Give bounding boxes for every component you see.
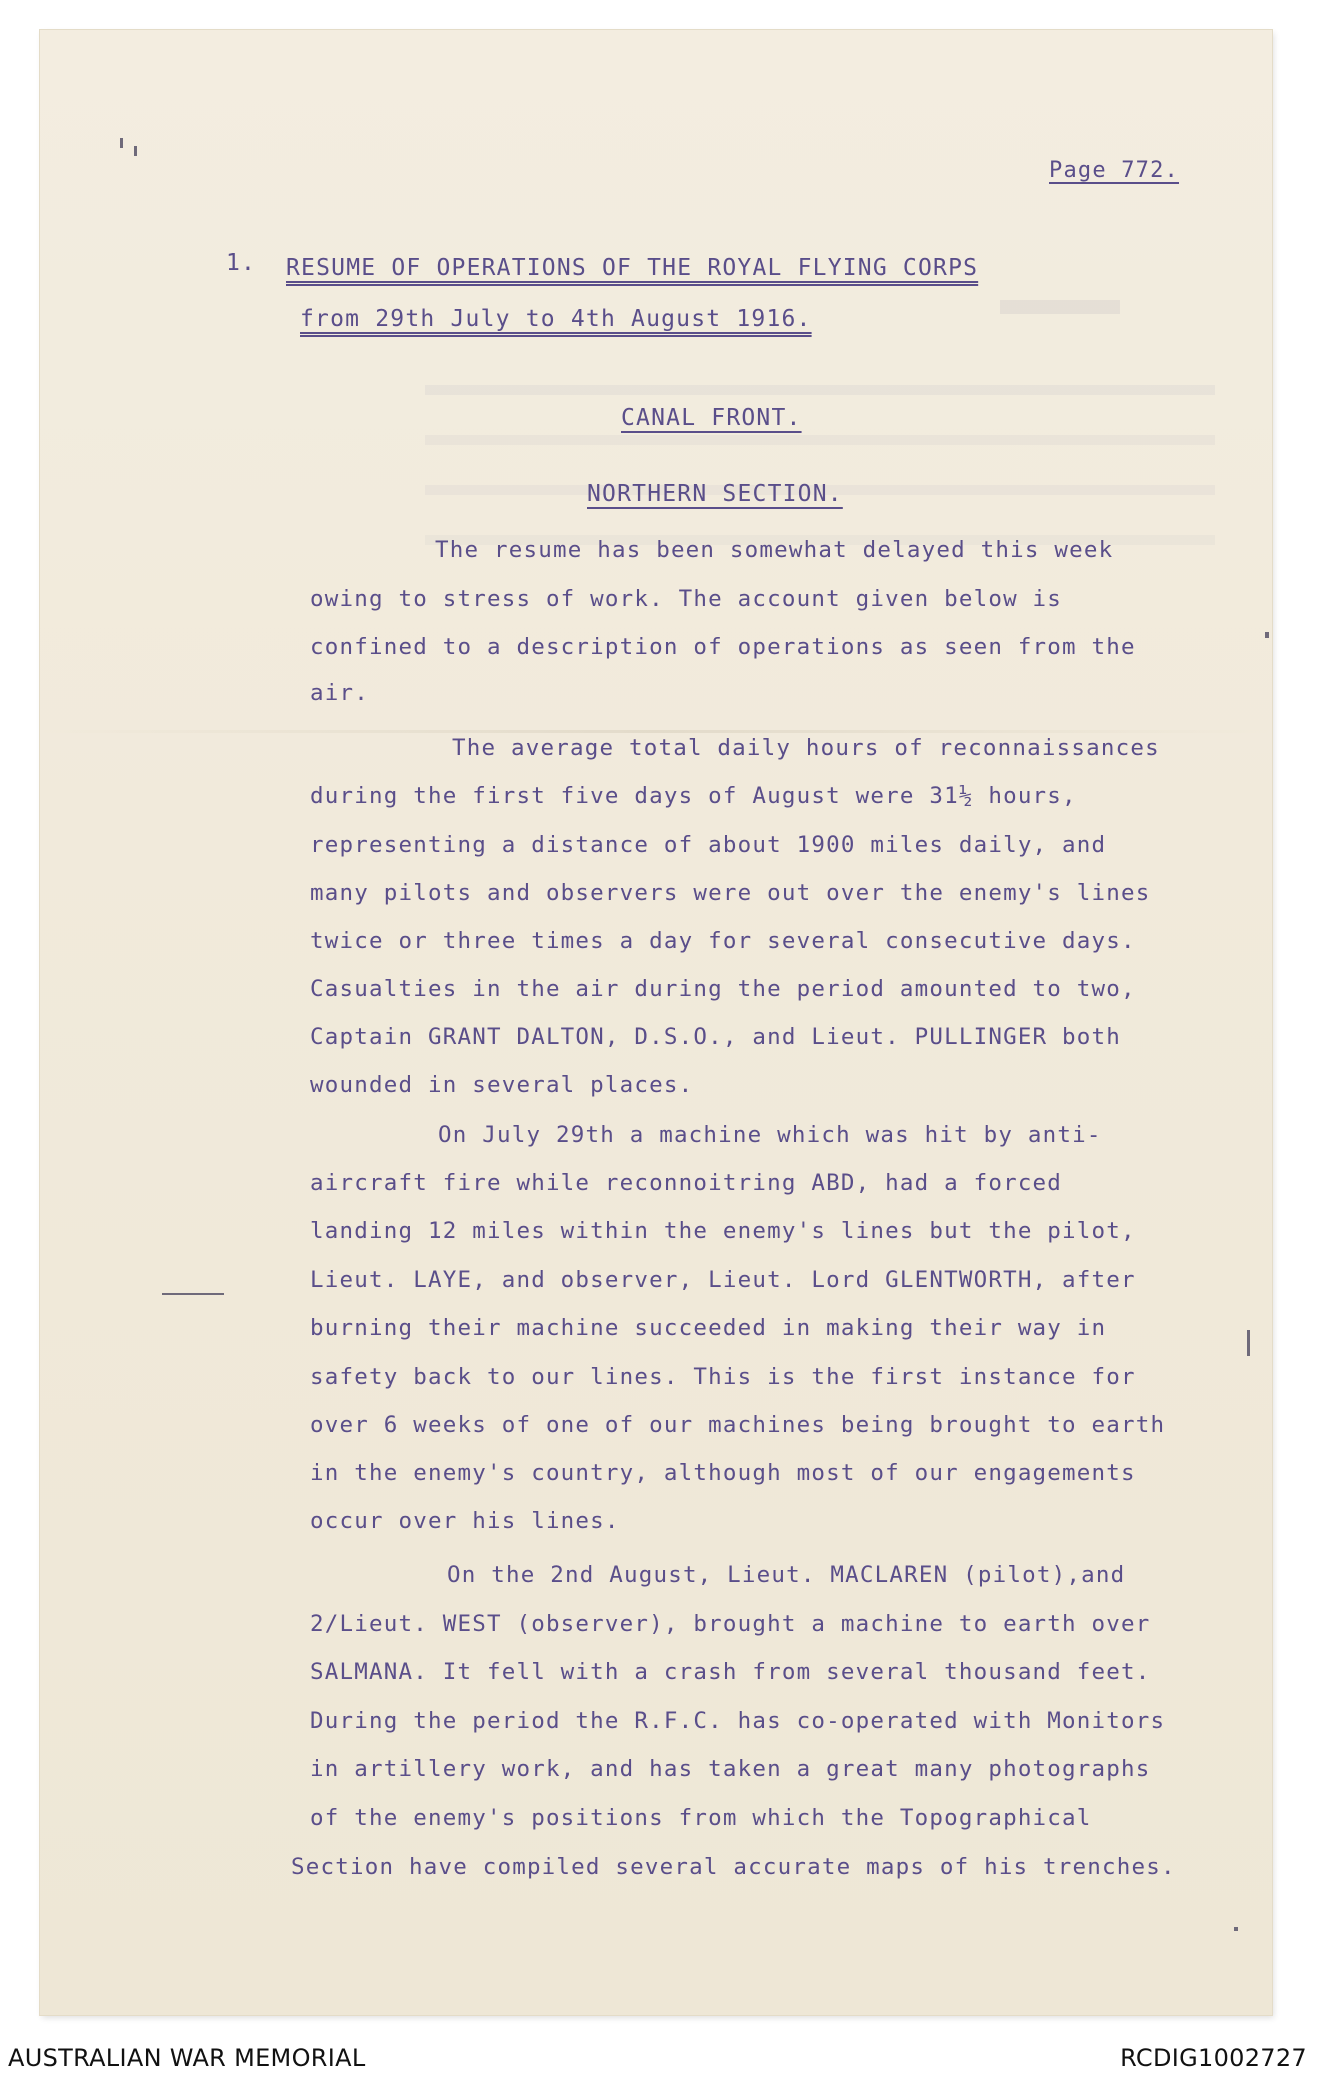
body-line: Casualties in the air during the period amounted to two, xyxy=(310,976,1136,1002)
heading-canal-front: CANAL FRONT. xyxy=(621,405,802,431)
body-line: over 6 weeks of one of our machines being brought to earth xyxy=(310,1412,1166,1438)
body-line: On the 2nd August, Lieut. MACLAREN (pilot),and xyxy=(447,1562,1126,1588)
body-line: aircraft fire while reconnoitring ABD, had a forced xyxy=(310,1170,1063,1196)
body-line: The resume has been somewhat delayed this week xyxy=(435,537,1114,563)
body-line: owing to stress of work. The account given below is xyxy=(310,586,1063,612)
body-line: air. xyxy=(310,680,369,706)
paper-mark xyxy=(1247,1330,1250,1356)
heading-northern-section: NORTHERN SECTION. xyxy=(587,481,843,507)
body-line: confined to a description of operations as seen from the xyxy=(310,634,1136,660)
item-number: 1. xyxy=(226,250,257,276)
body-line: Lieut. LAYE, and observer, Lieut. Lord GLENTWORTH, after xyxy=(310,1267,1136,1293)
document-title-line-2: from 29th July to 4th August 1916. xyxy=(300,306,812,332)
body-line: landing 12 miles within the enemy's lines but the pilot, xyxy=(310,1218,1136,1244)
body-line: On July 29th a machine which was hit by anti- xyxy=(438,1122,1102,1148)
paper-mark xyxy=(1265,632,1269,638)
body-line: SALMANA. It fell with a crash from several thousand feet. xyxy=(310,1659,1151,1685)
body-line: many pilots and observers were out over the enemy's lines xyxy=(310,880,1151,906)
body-line: of the enemy's positions from which the Topographical xyxy=(310,1805,1092,1831)
body-line: representing a distance of about 1900 miles daily, and xyxy=(310,832,1107,858)
footer-institution: AUSTRALIAN WAR MEMORIAL xyxy=(8,2044,366,2072)
body-line: burning their machine succeeded in making their way in xyxy=(310,1315,1107,1341)
body-line: twice or three times a day for several consecutive days. xyxy=(310,928,1136,954)
footer-record-id: RCDIG1002727 xyxy=(1120,2044,1307,2072)
page-number: Page 772. xyxy=(1049,158,1180,183)
paper-mark xyxy=(120,138,123,148)
paper-mark xyxy=(162,1293,224,1295)
body-line: occur over his lines. xyxy=(310,1508,620,1534)
paper-mark xyxy=(1234,1927,1238,1931)
body-line: in the enemy's country, although most of our engagements xyxy=(310,1460,1136,1486)
body-line: Section have compiled several accurate maps of his trenches. xyxy=(291,1854,1176,1880)
document-title-line-1: RESUME OF OPERATIONS OF THE ROYAL FLYING CORPS xyxy=(286,255,979,281)
body-line: 2/Lieut. WEST (observer), brought a machine to earth over xyxy=(310,1611,1151,1637)
paper-mark xyxy=(134,146,137,156)
body-line: Captain GRANT DALTON, D.S.O., and Lieut. PULLINGER both xyxy=(310,1024,1122,1050)
body-line: during the first five days of August were 31½ hours, xyxy=(310,783,1077,809)
body-line: safety back to our lines. This is the first instance for xyxy=(310,1364,1136,1390)
show-through-shadow xyxy=(425,385,1215,395)
body-line: During the period the R.F.C. has co-operated with Monitors xyxy=(310,1708,1166,1734)
show-through-shadow xyxy=(1000,300,1120,314)
body-line: wounded in several places. xyxy=(310,1072,694,1098)
show-through-shadow xyxy=(425,435,1215,445)
body-line: in artillery work, and has taken a great many photographs xyxy=(310,1756,1151,1782)
body-line: The average total daily hours of reconnaissances xyxy=(452,735,1160,761)
